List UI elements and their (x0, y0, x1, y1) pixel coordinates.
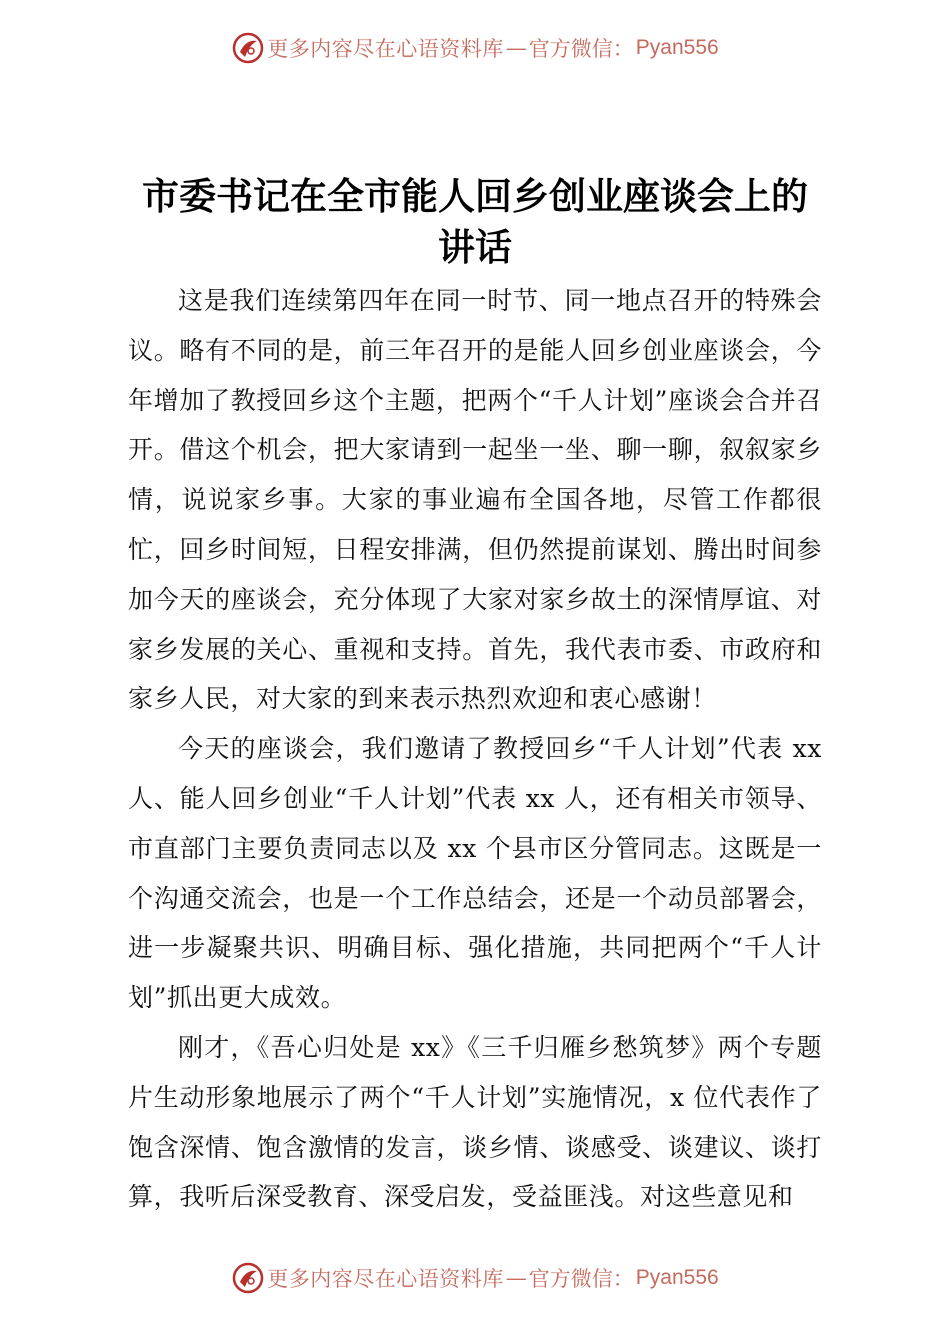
banner-wechat-id: Pyan556 (635, 36, 719, 59)
document-body (128, 276, 822, 1222)
banner-wechat-id: Pyan556 (635, 1266, 719, 1289)
banner-wechat-label: 官方微信： (528, 37, 634, 61)
banner-separator: — (505, 1266, 527, 1290)
banner-site-text: 更多内容尽在心语资料库 (267, 37, 504, 61)
logo-icon (231, 31, 265, 65)
header-watermark-banner (0, 28, 950, 68)
footer-watermark-banner (0, 1258, 950, 1298)
paragraph-2: 今天的座谈会，我们邀请了教授回乡“千人计划”代表 xx 人、能人回乡创业“千人计划”代表 xx 人，还有相关市领导、市直部门主要负责同志以及 xx 个县市区分管同志。这既是一个沟通交流会，也是一个工作总结会，还是一个动员部署会，进一步凝聚共识、明确目标、强化措施，共同把两个“千人计划”抓出更大成效。 (128, 734, 822, 1013)
paragraph-3: 刚才，《吾心归处是 xx》《三千归雁乡愁筑梦》两个专题片生动形象地展示了两个“千人计划”实施情况，x 位代表作了饱含深情、饱含激情的发言，谈乡情、谈感受、谈建议、谈打算，我听后深受教育、深受启发，受益匪浅。对这些意见和 (128, 1032, 822, 1212)
banner-site-text: 更多内容尽在心语资料库 (267, 1267, 504, 1291)
document-title: 市委书记在全市能人回乡创业座谈会上的讲话 (142, 174, 808, 269)
paragraph-1: 这是我们连续第四年在同一时节、同一地点召开的特殊会议。略有不同的是，前三年召开的是能人回乡创业座谈会，今年增加了教授回乡这个主题，把两个“千人计划”座谈会合并召开。借这个机会，把大家请到一起坐一坐、聊一聊，叙叙家乡情，说说家乡事。大家的事业遍布全国各地，尽管工作都很忙，回乡时间短，日程安排满，但仍然提前谋划、腾出时间参加今天的座谈会，充分体现了大家对家乡故土的深情厚谊、对家乡发展的关心、重视和支持。首先，我代表市委、市政府和家乡人民，对大家的到来表示热烈欢迎和衷心感谢！ (128, 286, 822, 714)
banner-separator: — (505, 36, 527, 60)
banner-wechat-label: 官方微信： (528, 1267, 634, 1291)
logo-icon (231, 1261, 265, 1295)
